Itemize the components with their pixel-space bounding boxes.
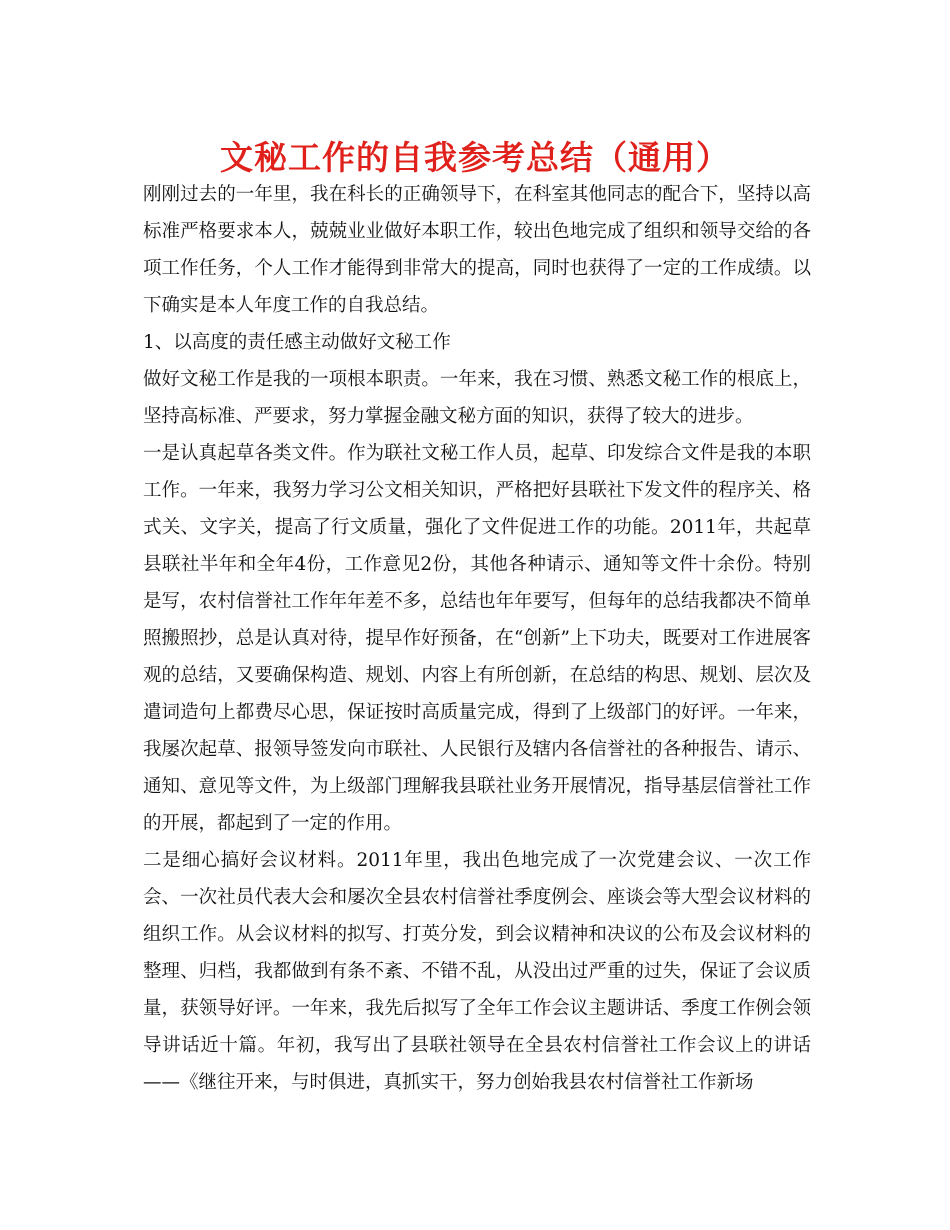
document-title: 文秘工作的自我参考总结（通用） xyxy=(220,138,730,177)
section-heading: 1、以高度的责任感主动做好文秘工作 xyxy=(143,332,451,353)
paragraph-drafting: 一是认真起草各类文件。作为联社文秘工作人员，起草、印发综合文件是我的本职工作。一年来，我努力学习公文相关知识，严格把好县联社下发文件的程序关、格式关、文字关，提高了行文质量，强化了文件促进工作的功能。2011年，共起草县联社半年和全年4份，工作意见2份，其他各种请示、通知等文件十余份。特别是写，农村信誉社工作年年差不多，总结也年年要写，但每年的总结我都决不简单照搬照抄，总是认真对待，提早作好预备，在“创新”上下功夫，既要对工作进展客观的总结，又要确保构造、规划、内容上有所创新，在总结的构思、规划、层次及遣词造句上都费尽心思，保证按时高质量完成，得到了上级部门的好评。一年来，我屡次起草、报领导签发向市联社、人民银行及辖内各信誉社的各种报告、请示、通知、意见等文件，为上级部门理解我县联社业务开展情况，指导基层信誉社工作的开展，都起到了一定的作用。 xyxy=(143,443,811,834)
paragraph-meetings: 二是细心搞好会议材料。2011年里，我出色地完成了一次党建会议、一次工作会、一次社员代表大会和屡次全县农村信誉社季度例会、座谈会等大型会议材料的组织工作。从会议材料的拟写、打英分发，到会议精神和决议的公布及会议材料的整理、归档，我都做到有条不紊、不错不乱，从没出过严重的过失，保证了会议质量，获领导好评。一年来，我先后拟写了全年工作会议主题讲话、季度工作例会领导讲话近十篇。年初，我写出了县联社领导在全县农村信誉社工作会议上的讲话——《继往开来，与时俱进，真抓实干，努力创始我县农村信誉社工作新场 xyxy=(143,850,811,1093)
document-body xyxy=(143,176,811,1101)
paragraph-intro: 刚刚过去的一年里，我在科长的正确领导下，在科室其他同志的配合下，坚持以高标准严格要求本人，兢兢业业做好本职工作，较出色地完成了组织和领导交给的各项工作任务，个人工作才能得到非常大的提高，同时也获得了一定的工作成绩。以下确实是本人年度工作的自我总结。 xyxy=(143,184,811,316)
paragraph-duty: 做好文秘工作是我的一项根本职责。一年来，我在习惯、熟悉文秘工作的根底上，坚持高标准、严要求，努力掌握金融文秘方面的知识，获得了较大的进步。 xyxy=(143,369,811,427)
